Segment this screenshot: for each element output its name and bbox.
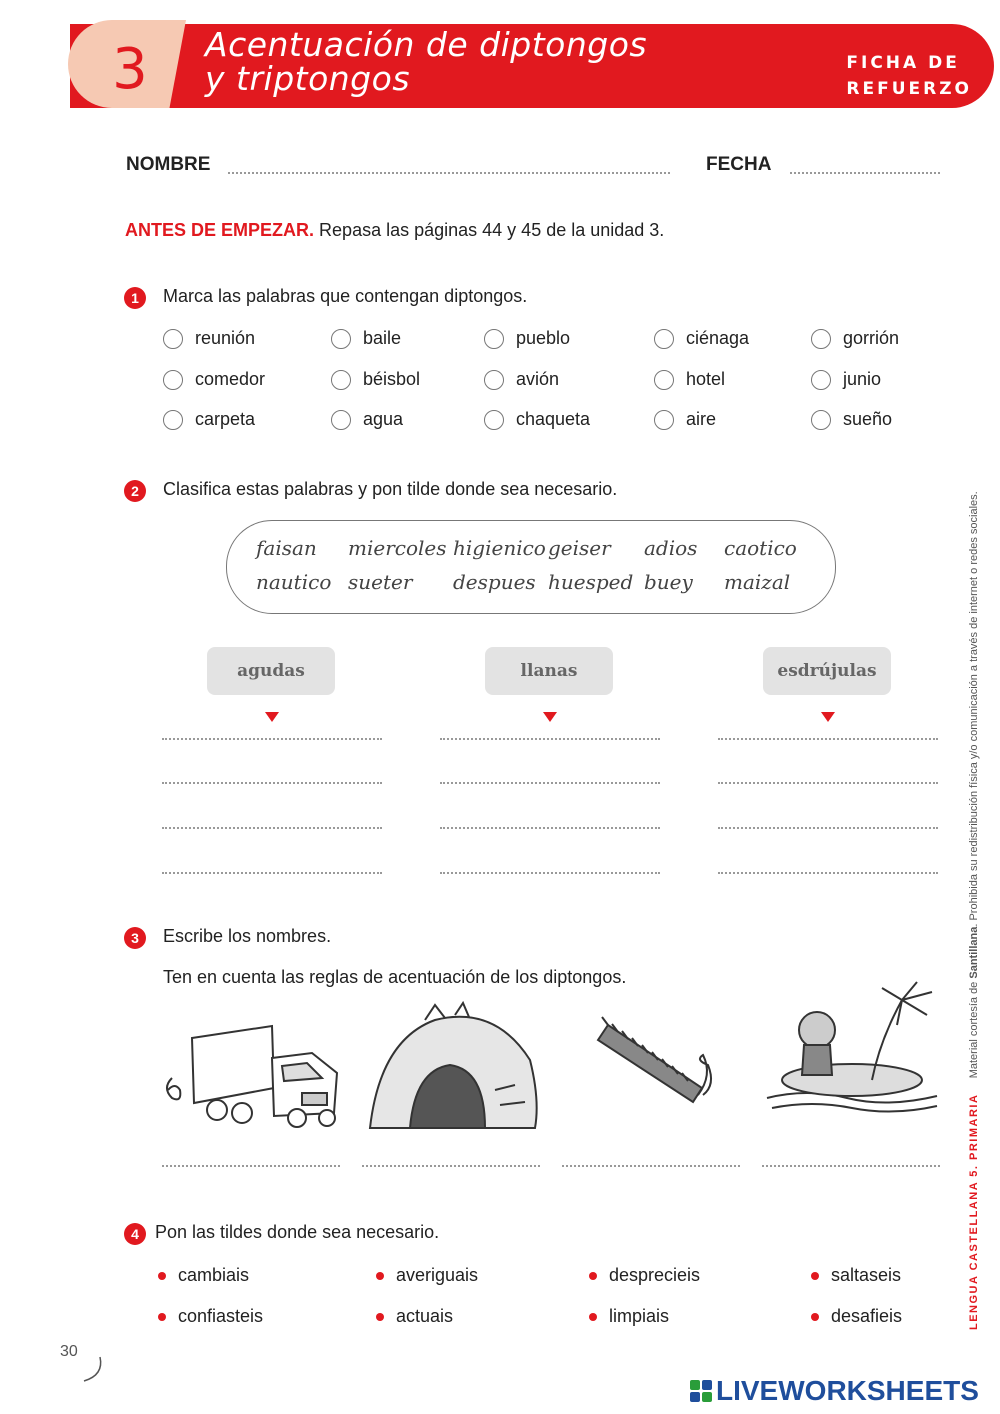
arrow-down-icon	[543, 712, 557, 722]
sidebar-credit: LENGUA CASTELLANA 5. PRIMARIA Material cortesía de Santillana. Prohibida su redistribución física y/o comunicación a través de internet o redes sociales.	[968, 491, 980, 1330]
radio-button[interactable]	[811, 370, 831, 390]
word-item	[376, 1265, 478, 1286]
word-bank-item: sueter	[348, 570, 413, 594]
island-illustration	[762, 980, 942, 1120]
bullet-icon	[376, 1272, 384, 1280]
title-line-1: Acentuación de diptongos	[205, 25, 648, 64]
bullet-icon	[811, 1313, 819, 1321]
word-item	[158, 1265, 249, 1286]
date-label: FECHA	[706, 154, 772, 175]
option-label: gorrión	[843, 328, 900, 348]
answer-line[interactable]	[718, 872, 938, 874]
word-text: cambiais	[178, 1265, 250, 1285]
page-title	[205, 25, 648, 98]
option-item[interactable]	[331, 369, 420, 390]
category-esdrujulas: esdrújulas	[763, 647, 891, 695]
word-item	[376, 1306, 453, 1327]
answer-line[interactable]	[440, 782, 660, 784]
option-item[interactable]	[811, 328, 899, 349]
radio-button[interactable]	[654, 329, 674, 349]
answer-line[interactable]	[718, 782, 938, 784]
option-label: ciénaga	[686, 328, 750, 348]
exercise-3-number: 3	[124, 927, 146, 949]
picture-answer-line[interactable]	[762, 1165, 940, 1167]
answer-line[interactable]	[162, 782, 382, 784]
option-item[interactable]	[331, 409, 403, 430]
picture-answer-line[interactable]	[562, 1165, 740, 1167]
word-text: averiguais	[396, 1265, 479, 1285]
page-number: 30	[60, 1343, 78, 1360]
radio-button[interactable]	[654, 410, 674, 430]
sheet-type-tag	[846, 50, 972, 102]
tag-line-2: REFUERZO	[846, 79, 972, 99]
option-label: pueblo	[516, 328, 571, 348]
option-label: béisbol	[363, 369, 421, 389]
word-bank-item: nautico	[256, 570, 332, 594]
page-curve-icon	[80, 1355, 106, 1385]
option-item[interactable]	[484, 328, 570, 349]
radio-button[interactable]	[163, 370, 183, 390]
word-bank-item: higienico	[453, 536, 546, 560]
word-item	[811, 1306, 902, 1327]
answer-line[interactable]	[162, 827, 382, 829]
option-item[interactable]	[163, 409, 255, 430]
picture-answer-line[interactable]	[162, 1165, 340, 1167]
radio-button[interactable]	[811, 329, 831, 349]
word-item	[589, 1306, 669, 1327]
bullet-icon	[811, 1272, 819, 1280]
word-text: saltaseis	[831, 1265, 902, 1285]
option-label: aire	[686, 409, 717, 429]
word-item	[811, 1265, 901, 1286]
intro-text: Repasa las páginas 44 y 45 de la unidad 3.	[319, 220, 665, 240]
publisher-name: Santillana	[968, 926, 980, 979]
option-label: sueño	[843, 409, 893, 429]
radio-button[interactable]	[811, 410, 831, 430]
bullet-icon	[376, 1313, 384, 1321]
option-item[interactable]	[484, 409, 590, 430]
answer-line[interactable]	[162, 872, 382, 874]
picture-answer-line[interactable]	[362, 1165, 540, 1167]
option-label: carpeta	[195, 409, 256, 429]
option-item[interactable]	[811, 369, 881, 390]
series-name: LENGUA CASTELLANA 5. PRIMARIA	[968, 1093, 980, 1330]
word-bank-item: faisan	[256, 536, 317, 560]
category-agudas: agudas	[207, 647, 335, 695]
option-label: comedor	[195, 369, 266, 389]
word-bank-item: buey	[644, 570, 693, 594]
copyright-suffix: Prohibida su redistribución física y/o comunicación a través de internet o redes sociales.	[968, 491, 980, 921]
option-label: hotel	[686, 369, 726, 389]
title-line-2: y triptongos	[205, 59, 411, 98]
option-item[interactable]	[163, 369, 265, 390]
word-bank-item: huesped	[548, 570, 634, 594]
truck-illustration	[162, 1018, 342, 1128]
intro-prefix: ANTES DE EMPEZAR.	[125, 220, 315, 240]
radio-button[interactable]	[654, 370, 674, 390]
word-text: confiasteis	[178, 1306, 264, 1326]
radio-button[interactable]	[163, 329, 183, 349]
word-item	[158, 1306, 263, 1327]
arrow-down-icon	[265, 712, 279, 722]
bullet-icon	[158, 1313, 166, 1321]
exercise-2-number: 2	[124, 480, 146, 502]
option-label: agua	[363, 409, 404, 429]
radio-button[interactable]	[331, 410, 351, 430]
radio-button[interactable]	[163, 410, 183, 430]
category-llanas: llanas	[485, 647, 613, 695]
brand-name: LIVEWORKSHEETS	[716, 1375, 979, 1406]
word-bank-item: despues	[453, 570, 536, 594]
option-item[interactable]	[811, 409, 892, 430]
option-item[interactable]	[654, 328, 749, 349]
radio-button[interactable]	[331, 329, 351, 349]
exercise-3-subtext: Ten en cuenta las reglas de acentuación de los diptongos.	[163, 967, 627, 987]
radio-button[interactable]	[331, 370, 351, 390]
word-text: limpiais	[609, 1306, 670, 1326]
arrow-down-icon	[821, 712, 835, 722]
word-bank-item: maizal	[724, 570, 791, 594]
date-field[interactable]	[790, 172, 940, 174]
word-bank	[226, 520, 836, 614]
exercise-3-instruction: Escribe los nombres.	[163, 926, 332, 946]
word-bank-item: miercoles	[348, 536, 447, 560]
answer-line[interactable]	[440, 738, 660, 740]
answer-line[interactable]	[718, 738, 938, 740]
word-bank-item: adios	[644, 536, 698, 560]
bullet-icon	[589, 1313, 597, 1321]
bullet-icon	[589, 1272, 597, 1280]
word-bank-item: caotico	[724, 536, 797, 560]
option-item[interactable]	[331, 328, 401, 349]
option-item[interactable]	[654, 409, 716, 430]
comb-illustration	[590, 1010, 720, 1120]
option-label: chaqueta	[516, 409, 591, 429]
option-label: junio	[843, 369, 882, 389]
radio-button[interactable]	[484, 329, 504, 349]
word-bank-item: geiser	[548, 536, 611, 560]
answer-line[interactable]	[162, 738, 382, 740]
answer-line[interactable]	[440, 872, 660, 874]
cave-illustration	[365, 1000, 540, 1135]
radio-button[interactable]	[484, 370, 504, 390]
option-item[interactable]	[654, 369, 725, 390]
option-item[interactable]	[484, 369, 559, 390]
option-item[interactable]	[163, 328, 255, 349]
intro-line	[125, 220, 664, 241]
exercise-4-number: 4	[124, 1223, 146, 1245]
liveworksheets-icon	[690, 1380, 712, 1402]
bullet-icon	[158, 1272, 166, 1280]
exercise-4-instruction: Pon las tildes donde sea necesario.	[155, 1222, 440, 1242]
answer-line[interactable]	[440, 827, 660, 829]
word-text: desafieis	[831, 1306, 903, 1326]
answer-line[interactable]	[718, 827, 938, 829]
liveworksheets-logo	[690, 1375, 979, 1407]
word-text: desprecieis	[609, 1265, 701, 1285]
option-label: reunión	[195, 328, 256, 348]
tag-line-1: FICHA DE	[846, 53, 960, 73]
word-text: actuais	[396, 1306, 454, 1326]
copyright-prefix: Material cortesía de	[968, 981, 980, 1079]
exercise-1-number: 1	[124, 287, 146, 309]
exercise-1-instruction: Marca las palabras que contengan diptongos.	[163, 286, 528, 306]
exercise-2-instruction: Clasifica estas palabras y pon tilde donde sea necesario.	[163, 479, 618, 499]
radio-button[interactable]	[484, 410, 504, 430]
option-label: baile	[363, 328, 402, 348]
word-item	[589, 1265, 700, 1286]
option-label: avión	[516, 369, 560, 389]
name-field[interactable]	[228, 172, 670, 174]
unit-number: 3	[112, 37, 148, 102]
name-label: NOMBRE	[126, 154, 211, 175]
